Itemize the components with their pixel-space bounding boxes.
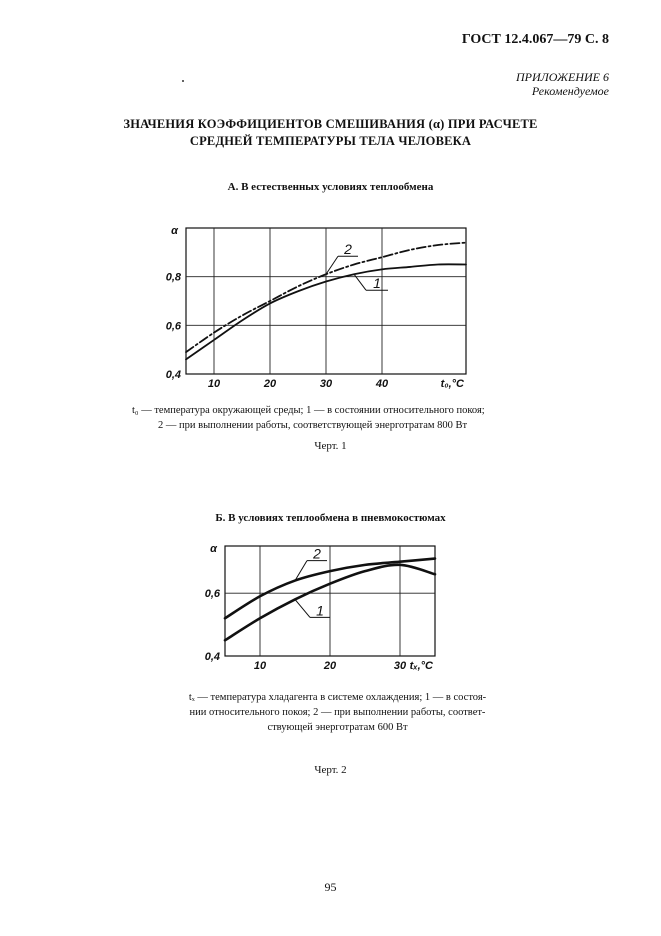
y-axis-label: α	[171, 225, 178, 237]
series-leader-1	[295, 599, 310, 617]
figure-1-label: Черт. 1	[314, 440, 347, 452]
x-tick-label: 30	[393, 660, 407, 672]
x-tick-label: 20	[263, 378, 277, 390]
y-axis-label: α	[210, 543, 217, 555]
x-tick-label: 40	[375, 378, 389, 390]
x-tick-label: 30	[319, 378, 333, 390]
series-label-2: 2	[344, 241, 352, 258]
series-label-2: 2	[313, 545, 321, 562]
appendix-title: ПРИЛОЖЕНИЕ 6	[516, 70, 609, 84]
figure-1-caption-line-1: t₀ — температура окружающей среды; 1 — в состоянии относительного покоя;	[132, 405, 485, 416]
figure-2-caption-line-3: ствующей энерготратам 600 Вт	[267, 722, 408, 733]
y-tick-label: 0,6	[165, 320, 181, 333]
appendix-label	[516, 70, 609, 98]
document-reference: ГОСТ 12.4.067—79 С. 8	[461, 32, 609, 47]
figure-2-label: Черт. 2	[314, 764, 347, 776]
series-label-1: 1	[373, 275, 381, 292]
series-label-1: 1	[316, 602, 324, 619]
section-a-title: А. В естественных условиях теплообмена	[227, 181, 434, 193]
x-tick-label: 10	[253, 660, 267, 672]
speck-dot	[182, 80, 184, 82]
page-title-line-2: СРЕДНЕЙ ТЕМПЕРАТУРЫ ТЕЛА ЧЕЛОВЕКА	[189, 134, 472, 148]
figure-2-caption	[165, 690, 510, 735]
figure-1-caption	[132, 403, 532, 433]
x-axis-label: tₓ,°C	[409, 660, 433, 672]
y-tick-label: 0,6	[204, 588, 220, 601]
section-b-title: Б. В условиях теплообмена в пневмокостюмах	[215, 512, 446, 524]
page-title	[0, 116, 661, 150]
figure-1-caption-line-2: 2 — при выполнении работы, соответствующей энерготратам 800 Вт	[158, 420, 468, 431]
figure-2-caption-line-1: tₓ — температура хладагента в системе охлаждения; 1 — в состоя-	[188, 692, 487, 703]
y-tick-label: 0,4	[204, 651, 220, 663]
chart-natural-heat-exchange	[150, 218, 480, 393]
figure-2-caption-line-2: нии относительного покоя; 2 — при выполнении работы, соответ-	[189, 707, 486, 718]
y-tick-label: 0,8	[165, 271, 181, 284]
chart-pneumosuit-heat-exchange	[195, 538, 445, 678]
appendix-subtitle: Рекомендуемое	[531, 84, 609, 98]
page-title-line-1: ЗНАЧЕНИЯ КОЭФФИЦИЕНТОВ СМЕШИВАНИЯ (α) ПРИ РАСЧЕТЕ	[123, 117, 538, 131]
x-tick-label: 20	[323, 660, 337, 672]
y-tick-label: 0,4	[165, 369, 181, 381]
page-number: 95	[324, 880, 337, 894]
x-tick-label: 10	[207, 378, 221, 390]
x-axis-label: t₀,°C	[440, 378, 464, 390]
